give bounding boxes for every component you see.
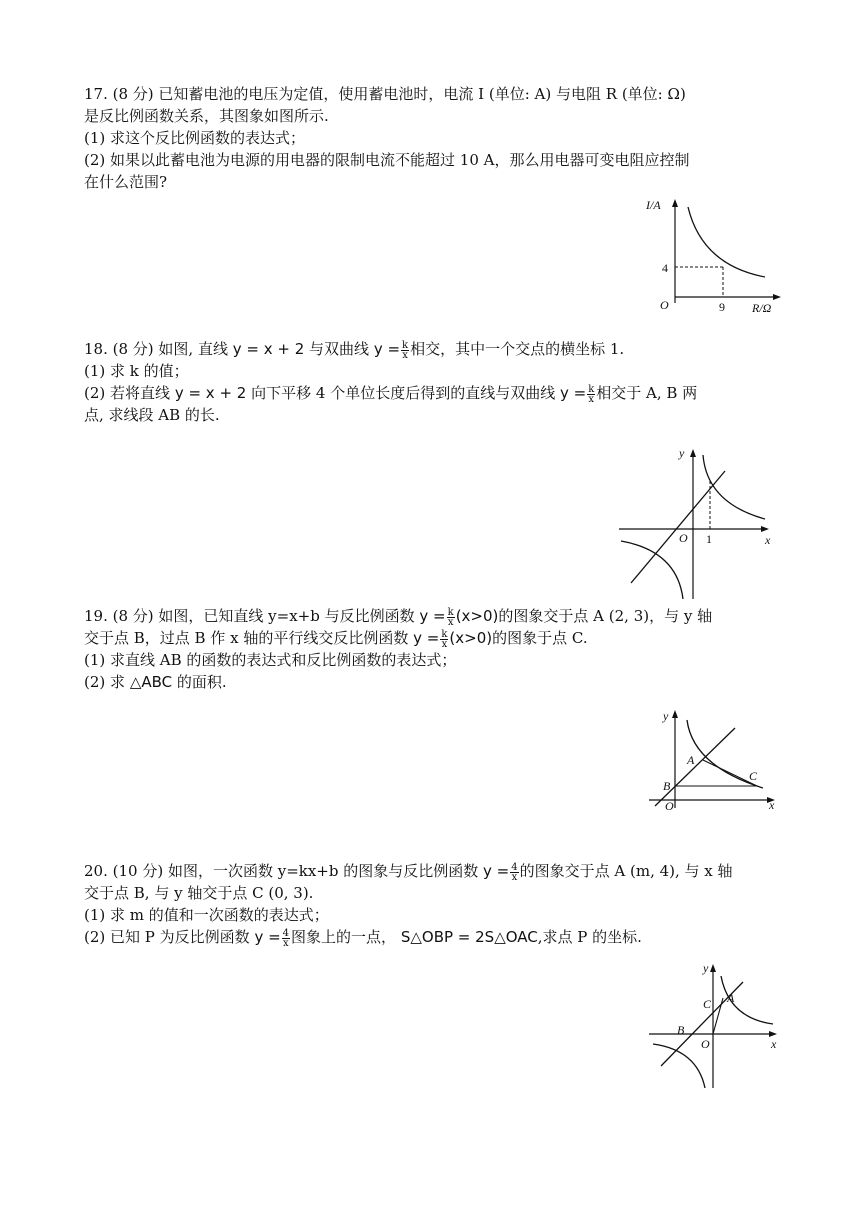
q18-y-arrow-icon	[690, 449, 696, 457]
q20-origin-label: O	[701, 1037, 710, 1051]
q20-figure	[645, 958, 790, 1093]
q19-line2-condition: (x>0)	[449, 629, 493, 647]
q20-y-label: y	[703, 961, 709, 975]
q18-part2-text-b: 向下平移 4 个单位长度后得到的直线与双曲线	[251, 384, 556, 402]
q17-x-arrow-icon	[773, 294, 781, 300]
q19-part1: (1) 求直线 AB 的函数的表达式和反比例函数的表达式；	[84, 651, 457, 669]
q17-x-tick: 9	[719, 300, 725, 314]
q18-x-arrow-icon	[761, 526, 769, 532]
q17-x-label: R/Ω	[752, 301, 772, 315]
q20-x-label: x	[771, 1037, 777, 1051]
q17-part1: (1) 求这个反比例函数的表达式；	[84, 129, 306, 147]
q20-part2-text-b: 图象上的一点，	[291, 928, 397, 946]
q20-point-a-label: A	[727, 991, 735, 1005]
q20-point-c-label: C	[703, 997, 712, 1011]
q19-condition: (x>0)	[455, 607, 499, 625]
question-17	[84, 83, 784, 193]
question-20	[84, 860, 784, 948]
q18-x-label: x	[765, 533, 771, 547]
q19-part2-text-b: 的面积.	[176, 673, 227, 691]
q19-line-ab	[655, 728, 735, 806]
q19-line2-text-b: 的图象于点 C.	[492, 629, 588, 647]
q20-intro-text: 20. (10 分) 如图，一次函数 y=kx+b 的图象与反比例函数	[84, 862, 479, 880]
q19-intro-text: 19. (8 分) 如图，已知直线 y=x+b 与反比例函数	[84, 607, 415, 625]
q19-y-label: y	[663, 709, 669, 723]
q20-eq: y =	[483, 862, 510, 880]
q20-part2-text-a: (2) 已知 P 为反比例函数	[84, 928, 250, 946]
q20-part2-fraction	[282, 929, 290, 948]
q20-frac-den: x	[511, 871, 518, 883]
q20-point-b-label: B	[677, 1023, 685, 1037]
q19-line2-eq: y =	[413, 629, 440, 647]
q18-frac-den: x	[402, 349, 408, 361]
q19-line2-frac-den: x	[441, 638, 448, 650]
q18-part2-frac-num: k	[588, 383, 595, 395]
q20-part2-text-c: ,求点 P 的坐标.	[537, 928, 642, 946]
q20-line2: 交于点 B, 与 y 轴交于点 C (0, 3).	[84, 884, 314, 902]
q18-part2-line-eq: y = x + 2	[174, 384, 247, 402]
q18-part2-cont: 点, 求线段 AB 的长.	[84, 406, 220, 424]
q18-hyperbola-branch-2	[621, 541, 683, 599]
q20-frac-num: 4	[511, 861, 518, 873]
question-18	[84, 338, 784, 426]
q19-line2	[84, 627, 784, 649]
q18-fraction	[401, 341, 409, 360]
q19-frac-num: k	[447, 606, 454, 618]
q18-x-tick: 1	[706, 532, 712, 546]
q20-part1: (1) 求 m 的值和一次函数的表达式；	[84, 906, 329, 924]
q20-area-equation: S△OBP = 2S△OAC	[400, 928, 538, 946]
q17-hyperbola-curve	[688, 207, 765, 277]
q18-frac-num: k	[402, 339, 409, 351]
q19-part2	[84, 671, 784, 693]
q17-part2-cont: 在什么范围?	[84, 173, 168, 191]
q20-y-arrow-icon	[710, 964, 716, 972]
q19-eq: y =	[419, 607, 446, 625]
q18-text-b: 相交，其中一个交点的横坐标 1.	[410, 340, 625, 358]
q17-line1: 17. (8 分) 已知蓄电池的电压为定值，使用蓄电池时，电流 I (单位: A) 与电阻 R (单位: Ω)	[84, 85, 686, 103]
q17-line2: 是反比例函数关系，其图象如图所示.	[84, 107, 329, 125]
q20-part2-frac-num: 4	[282, 927, 290, 939]
q18-figure	[615, 443, 785, 603]
q17-figure	[640, 195, 790, 315]
q17-y-label: I/A	[646, 198, 661, 212]
q18-origin-label: O	[679, 531, 688, 545]
q20-hyperbola-branch-2	[653, 1044, 705, 1088]
q20-fraction	[510, 863, 518, 882]
q18-part1: (1) 求 k 的值；	[84, 362, 189, 380]
q19-text-b: 的图象交于点 A (2, 3)，与 y 轴	[498, 607, 713, 625]
q19-line2-fraction	[440, 630, 448, 649]
q19-point-c-label: C	[749, 769, 758, 783]
q19-line2-text-a: 交于点 B，过点 B 作 x 轴的平行线交反比例函数	[84, 629, 409, 647]
q17-origin-label: O	[660, 298, 669, 312]
q18-intro-text: 18. (8 分) 如图, 直线	[84, 340, 228, 358]
q18-line-equation: y = x + 2	[232, 340, 305, 358]
q17-y-arrow-icon	[672, 199, 678, 207]
question-19	[84, 605, 784, 693]
q19-triangle-label: △ABC	[129, 673, 173, 691]
q18-y-label: y	[679, 446, 685, 460]
q17-part2: (2) 如果以此蓄电池为电源的用电器的限制电流不能超过 10 A，那么用电器可变电阻应控制	[84, 151, 690, 169]
q18-straight-line	[631, 471, 725, 583]
q19-frac-den: x	[447, 616, 454, 628]
q19-y-arrow-icon	[672, 710, 678, 718]
q19-part2-text-a: (2) 求	[84, 673, 126, 691]
q20-part2-frac-den: x	[283, 937, 289, 949]
q20-text-b: 的图象交于点 A (m, 4), 与 x 轴	[519, 862, 733, 880]
q19-x-label: x	[769, 798, 775, 811]
q19-point-a-label: A	[687, 753, 695, 767]
q19-fraction	[447, 608, 455, 627]
q18-text-a: 与双曲线	[309, 340, 370, 358]
q18-part2	[84, 382, 784, 404]
q20-line1	[84, 860, 784, 882]
q17-y-tick: 4	[662, 261, 668, 275]
q19-origin-label: O	[665, 799, 674, 811]
q20-part2-eq: y =	[254, 928, 281, 946]
q18-part2-frac-den: x	[588, 393, 595, 405]
q18-part2-fraction	[587, 385, 595, 404]
q18-line1	[84, 338, 784, 360]
q19-line2-frac-num: k	[441, 628, 448, 640]
q18-part2-hyperbola-eq: y =	[559, 384, 587, 402]
q19-figure	[645, 706, 785, 811]
q20-segment-oa	[713, 998, 723, 1034]
q18-hyperbola-eq: y =	[373, 340, 401, 358]
q18-part2-text-c: 相交于 A, B 两	[596, 384, 698, 402]
q18-part2-text-a: (2) 若将直线	[84, 384, 171, 402]
q19-line1	[84, 605, 784, 627]
q19-point-b-label: B	[663, 779, 671, 793]
q20-part2	[84, 926, 784, 948]
